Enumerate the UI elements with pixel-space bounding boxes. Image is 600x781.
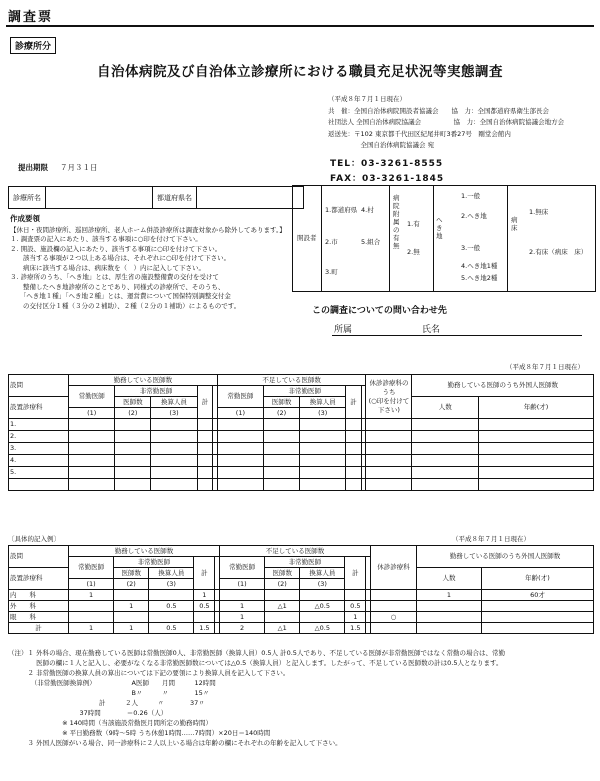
input-cell[interactable] <box>479 431 594 443</box>
input-cell[interactable] <box>151 467 197 479</box>
example-cell: 1 <box>219 601 264 612</box>
example-cell: 0.5 <box>194 601 215 612</box>
example-cell <box>300 612 345 623</box>
contact-numbers <box>330 157 444 187</box>
prefecture-label: 都道府県名 <box>153 187 197 208</box>
input-cell[interactable] <box>300 443 346 455</box>
input-cell[interactable] <box>346 431 361 443</box>
col-parttime: 非常勤医師 <box>114 557 194 568</box>
col-c1: (1) <box>69 408 115 419</box>
input-cell[interactable] <box>197 467 212 479</box>
attached-option[interactable]: 2.無 <box>407 248 420 256</box>
input-cell[interactable] <box>217 431 263 443</box>
col-extra <box>366 557 371 590</box>
input-cell[interactable] <box>197 479 212 491</box>
input-cell[interactable] <box>115 479 151 491</box>
col-c2: (2) <box>264 408 300 419</box>
remote-option[interactable]: 4.へき地1種 <box>461 262 498 270</box>
col-item: 設問 <box>9 546 69 568</box>
input-cell[interactable] <box>115 467 151 479</box>
founder-option[interactable]: 1.都道府県 <box>325 206 358 214</box>
input-cell[interactable] <box>479 443 594 455</box>
col-c1: (1) <box>217 408 263 419</box>
example-cell: 1 <box>114 601 149 612</box>
example-subject: 眼 科 <box>9 612 69 623</box>
example-cell <box>416 612 481 623</box>
example-cell <box>114 612 149 623</box>
col-working: 勤務している医師数 <box>69 546 220 557</box>
input-cell[interactable] <box>366 455 412 467</box>
col-foreign: 勤務している医師のうち外国人医師数 <box>412 375 594 397</box>
col-people: 人数 <box>416 568 481 590</box>
org-line: 全国自治体病院協議会 宛 <box>328 141 435 149</box>
input-cell[interactable] <box>366 479 412 491</box>
example-table <box>8 545 594 634</box>
col-extra <box>361 386 366 419</box>
footnote-line: ※ 平日勤務数（9時〜5時 うち休憩1時間……7時間）×20日＝140時間 <box>8 729 271 737</box>
instruction-line: ３. 診療所のうち、「へき地」とは、厚生省の施設整備費の交付を受けて <box>10 273 219 281</box>
input-cell[interactable] <box>264 479 300 491</box>
survey-date: （平成８年７月１日現在） <box>328 95 406 103</box>
input-cell[interactable] <box>264 431 300 443</box>
footnote-line: 37時間 ＝0.26（人） <box>8 709 168 717</box>
example-cell: △0.5 <box>300 623 345 634</box>
input-cell[interactable] <box>346 479 361 491</box>
input-cell[interactable] <box>217 419 263 431</box>
example-cell: 1 <box>69 623 114 634</box>
example-subject: 外 科 <box>9 601 69 612</box>
instruction-line: 病床に該当する場合は、病床数を（ ）内に記入して下さい。 <box>10 263 205 272</box>
table2-date: （平成８年７月１日現在） <box>452 535 530 543</box>
input-cell[interactable] <box>412 467 479 479</box>
example-cell: △0.5 <box>300 601 345 612</box>
example-cell: 0.5 <box>345 601 366 612</box>
example-cell <box>370 623 416 634</box>
inquiry-row <box>332 320 582 336</box>
example-cell: 1 <box>416 590 481 601</box>
input-cell[interactable] <box>412 419 479 431</box>
footnote-line: ２ 非常勤医師の換算人員の算出については下記の要領により換算人員を記入して下さい。 <box>8 669 290 677</box>
col-age: 年齢(才) <box>481 568 593 590</box>
input-cell[interactable] <box>69 467 115 479</box>
input-cell[interactable] <box>264 467 300 479</box>
input-cell[interactable] <box>346 455 361 467</box>
example-cell <box>149 590 194 601</box>
col-count: 医師数 <box>115 397 151 408</box>
founder-option[interactable]: 3.町 <box>325 268 338 276</box>
example-cell <box>149 612 194 623</box>
input-cell[interactable] <box>197 419 212 431</box>
col-holiday: 休診診療科 <box>370 546 416 590</box>
input-cell[interactable] <box>197 443 212 455</box>
col-total: 計 <box>197 386 212 419</box>
input-cell[interactable] <box>300 431 346 443</box>
col-holiday <box>366 375 412 419</box>
input-cell[interactable] <box>412 455 479 467</box>
example-cell <box>219 590 264 601</box>
col-total: 計 <box>345 557 366 590</box>
tel: TEL：03-3261-8555 <box>330 159 444 169</box>
instruction-line: 「へき地１種」「へき地２種」とは、運営費について国保特別調整交付金 <box>10 292 231 300</box>
input-cell[interactable] <box>151 479 197 491</box>
footnote-line: 計 ２人 〃 37〃 <box>8 699 205 707</box>
col-subject: 設置診療科 <box>9 568 69 590</box>
table1-date: （平成８年７月１日現在） <box>506 363 584 371</box>
beds-option[interactable]: 1.無床 <box>529 208 549 216</box>
inquiry-title: この調査についての問い合わせ先 <box>312 306 447 316</box>
example-title: 〔具体的記入例〕 <box>8 535 60 543</box>
col-parttime: 非常勤医師 <box>115 386 197 397</box>
col-c3: (3) <box>149 579 194 590</box>
input-cell[interactable] <box>69 479 115 491</box>
input-cell[interactable] <box>479 479 594 491</box>
input-cell[interactable] <box>300 419 346 431</box>
instruction-line: ２. 開設、施設欄の記入にあたり、該当する事項に○印を付けて下さい。 <box>10 244 222 253</box>
input-cell[interactable] <box>151 431 197 443</box>
instruction-line: 該当する事項が２つ以上ある場合は、それぞれに○印を付けて下さい。 <box>10 254 231 262</box>
deadline-value: ７月３１日 <box>60 163 98 172</box>
input-cell[interactable] <box>366 467 412 479</box>
example-cell <box>481 601 593 612</box>
remote-option[interactable]: 3.一般 <box>461 244 481 252</box>
table-row-num: 3. <box>9 443 69 455</box>
col-conv: 換算人員 <box>151 397 197 408</box>
founder-option[interactable]: 5.組合 <box>361 238 381 246</box>
attached-option[interactable]: 1.有 <box>407 220 420 228</box>
col-fulltime: 常勤医師 <box>219 557 264 579</box>
org-line: 返送先：〒102 東京都千代田区紀尾井町3番27号 剛堂会館内 <box>328 129 511 138</box>
facility-attributes-box <box>292 185 596 292</box>
remote-label: へき地 <box>436 216 443 240</box>
col-total: 計 <box>346 386 361 419</box>
input-cell[interactable] <box>217 443 263 455</box>
col-c3: (3) <box>151 408 197 419</box>
col-subject: 設置診療科 <box>9 397 69 419</box>
col-c2: (2) <box>115 408 151 419</box>
example-cell: 0.5 <box>149 601 194 612</box>
example-cell: 1 <box>69 590 114 601</box>
input-cell[interactable] <box>115 455 151 467</box>
col-c1: (1) <box>69 579 114 590</box>
input-cell[interactable] <box>151 443 197 455</box>
example-cell: 0.5 <box>149 623 194 634</box>
footnotes <box>8 648 594 748</box>
footnote-line: 医師の欄に１人と記入し、必要がなくなる非常勤医師数については△0.5（換算人員）と記入します。したがって、不足している医師数の計は0.5人となります。 <box>8 659 503 667</box>
col-parttime: 非常勤医師 <box>264 386 346 397</box>
inquiry-dept-label: 所属 <box>334 325 353 335</box>
example-cell <box>69 612 114 623</box>
instruction-line: １. 調査票の記入にあたり、該当する事項に○印を付けて下さい。 <box>10 235 202 243</box>
col-fulltime: 常勤医師 <box>217 386 263 408</box>
input-cell[interactable] <box>479 467 594 479</box>
input-cell[interactable] <box>264 443 300 455</box>
col-c2: (2) <box>265 579 300 590</box>
col-working: 勤務している医師数 <box>69 375 218 386</box>
col-item <box>9 375 69 397</box>
fax: FAX：03-3261-1845 <box>330 174 445 184</box>
col-holiday-sub: (○印を付けて下さい) <box>368 396 410 414</box>
footnote-line: ３ 外国人医師がいる場合、同一診療科に２人以上いる場合は年齢の欄にそれぞれの年齢を記入して下さい。 <box>8 739 342 747</box>
col-people: 人数 <box>412 397 479 419</box>
founder-option[interactable]: 4.村 <box>361 206 374 214</box>
input-cell[interactable] <box>69 419 115 431</box>
input-cell[interactable] <box>366 431 412 443</box>
deadline <box>18 162 98 173</box>
beds-label: 病床 <box>511 216 518 232</box>
input-cell[interactable] <box>412 479 479 491</box>
founder-label: 開設者 <box>297 234 317 242</box>
input-cell[interactable] <box>151 455 197 467</box>
doc-title: 調査票 <box>8 10 54 25</box>
col-count: 医師数 <box>264 397 300 408</box>
top-rule <box>6 25 594 27</box>
example-cell <box>370 601 416 612</box>
input-cell[interactable] <box>69 455 115 467</box>
facility-name-label: 診療所名 <box>9 187 46 208</box>
input-cell[interactable] <box>346 443 361 455</box>
input-cell[interactable] <box>264 455 300 467</box>
example-cell: 1 <box>345 612 366 623</box>
example-cell: 1 <box>219 612 264 623</box>
input-cell[interactable] <box>115 419 151 431</box>
col-shortage: 不足している医師数 <box>219 546 370 557</box>
input-cell[interactable] <box>217 479 263 491</box>
example-cell: 1.5 <box>194 623 215 634</box>
footnote-line: ※ 140時間（当該施設常勤医月間所定の勤務時間） <box>8 719 212 727</box>
org-line: 共 催：全国自治体病院開設者協議会 協 力：全国都道府県衛生部長会 <box>328 106 549 115</box>
input-cell[interactable] <box>115 431 151 443</box>
example-cell <box>416 623 481 634</box>
instructions <box>10 214 302 311</box>
input-cell[interactable] <box>69 443 115 455</box>
input-cell[interactable] <box>346 419 361 431</box>
input-cell[interactable] <box>197 431 212 443</box>
example-cell: 60才 <box>481 590 593 601</box>
example-cell: 1.5 <box>345 623 366 634</box>
example-cell <box>114 590 149 601</box>
col-c2: (2) <box>114 579 149 590</box>
col-c3: (3) <box>300 579 345 590</box>
example-cell: △1 <box>265 601 300 612</box>
input-cell[interactable] <box>300 479 346 491</box>
input-cell[interactable] <box>151 419 197 431</box>
example-cell <box>300 590 345 601</box>
footnote-line: B〃 〃 15〃 <box>8 689 210 697</box>
example-cell: ○ <box>370 612 416 623</box>
input-cell[interactable] <box>69 431 115 443</box>
footnote-line: （非常勤医師換算例） A医師 月間 12時間 <box>8 679 216 687</box>
example-cell <box>345 590 366 601</box>
deadline-label: 提出期限 <box>18 163 48 172</box>
input-cell[interactable] <box>197 455 212 467</box>
example-cell: △1 <box>265 623 300 634</box>
input-cell[interactable] <box>217 467 263 479</box>
col-count: 医師数 <box>265 568 300 579</box>
col-shortage: 不足している医師数 <box>217 375 366 386</box>
example-cell: 2 <box>219 623 264 634</box>
staffing-table <box>8 374 594 491</box>
col-conv: 換算人員 <box>149 568 194 579</box>
table-row-num: 2. <box>9 431 69 443</box>
example-cell: 1 <box>114 623 149 634</box>
remote-option[interactable]: 5.へき地2種 <box>461 274 498 282</box>
input-cell[interactable] <box>479 419 594 431</box>
attached-label: 病院附属の有無 <box>393 194 400 250</box>
table-row-num <box>9 479 69 491</box>
col-fulltime: 常勤医師 <box>69 386 115 408</box>
col-total: 計 <box>194 557 215 590</box>
input-cell[interactable] <box>366 419 412 431</box>
facility-name-box <box>8 186 304 209</box>
example-subject: 計 <box>9 623 69 634</box>
inquiry-name-label: 氏名 <box>422 325 441 335</box>
col-conv: 換算人員 <box>300 397 346 408</box>
table-row-num: 5. <box>9 467 69 479</box>
col-holiday-label: 休診診療科のうち <box>369 378 409 396</box>
col-fulltime: 常勤医師 <box>69 557 114 579</box>
footnote-line: （注）１ 外科の場合、現在勤務している医師は常勤医師0人、非常勤医師（換算人員）0.5人 計0.5人であり、不足している医師が非常勤医師ではなく常勤の場合は、常勤 <box>8 649 505 657</box>
instruction-line: の交付区分１種（３分の２補助）、２種（２分の１補助）によるものです。 <box>10 301 241 310</box>
input-cell[interactable] <box>412 443 479 455</box>
remote-option[interactable]: 1.一般 <box>461 192 481 200</box>
col-c3: (3) <box>300 408 346 419</box>
instruction-line: 【休日・夜間診療所、巡回診療所、老人ホーム併設診療所は調査対象から除外してあります。】 <box>10 225 286 234</box>
example-cell <box>194 612 215 623</box>
input-cell[interactable] <box>479 455 594 467</box>
input-cell[interactable] <box>346 467 361 479</box>
facility-name-field[interactable] <box>46 187 153 208</box>
prefecture-field[interactable] <box>197 187 303 208</box>
org-info <box>328 94 598 152</box>
section-tag: 診療所分 <box>10 37 56 54</box>
col-foreign: 勤務している医師のうち外国人医師数 <box>416 546 593 568</box>
example-cell <box>481 612 593 623</box>
example-cell <box>481 623 593 634</box>
instruction-line: 整備したへき地診療所のことであり、同様式の診療所で、そのうち、 <box>10 282 225 291</box>
remote-option[interactable]: 2.へき地 <box>461 212 487 220</box>
org-line: 社団法人 全国自治体病院協議会 協 力：全国自治体病院協議会地方会 <box>328 118 565 126</box>
input-cell[interactable] <box>412 431 479 443</box>
col-count: 医師数 <box>114 568 149 579</box>
col-conv: 換算人員 <box>300 568 345 579</box>
table-row-num: 4. <box>9 455 69 467</box>
example-cell <box>265 612 300 623</box>
col-item-label: 設問 <box>10 381 23 389</box>
input-cell[interactable] <box>366 443 412 455</box>
beds-option[interactable]: 2.有床（病床 床） <box>529 248 588 256</box>
example-cell <box>370 590 416 601</box>
input-cell[interactable] <box>300 467 346 479</box>
example-cell <box>69 601 114 612</box>
example-cell <box>265 590 300 601</box>
col-c1: (1) <box>219 579 264 590</box>
example-cell <box>416 601 481 612</box>
col-parttime: 非常勤医師 <box>265 557 345 568</box>
example-subject: 内 科 <box>9 590 69 601</box>
main-title: 自治体病院及び自治体立診療所における職員充足状況等実態調査 <box>97 64 503 80</box>
example-cell: 1 <box>194 590 215 601</box>
input-cell[interactable] <box>264 419 300 431</box>
founder-option[interactable]: 2.市 <box>325 238 338 246</box>
input-cell[interactable] <box>217 455 263 467</box>
input-cell[interactable] <box>115 443 151 455</box>
table-row-num: 1. <box>9 419 69 431</box>
input-cell[interactable] <box>300 455 346 467</box>
instructions-heading: 作成要領 <box>10 214 40 223</box>
col-age: 年齢(才) <box>479 397 594 419</box>
